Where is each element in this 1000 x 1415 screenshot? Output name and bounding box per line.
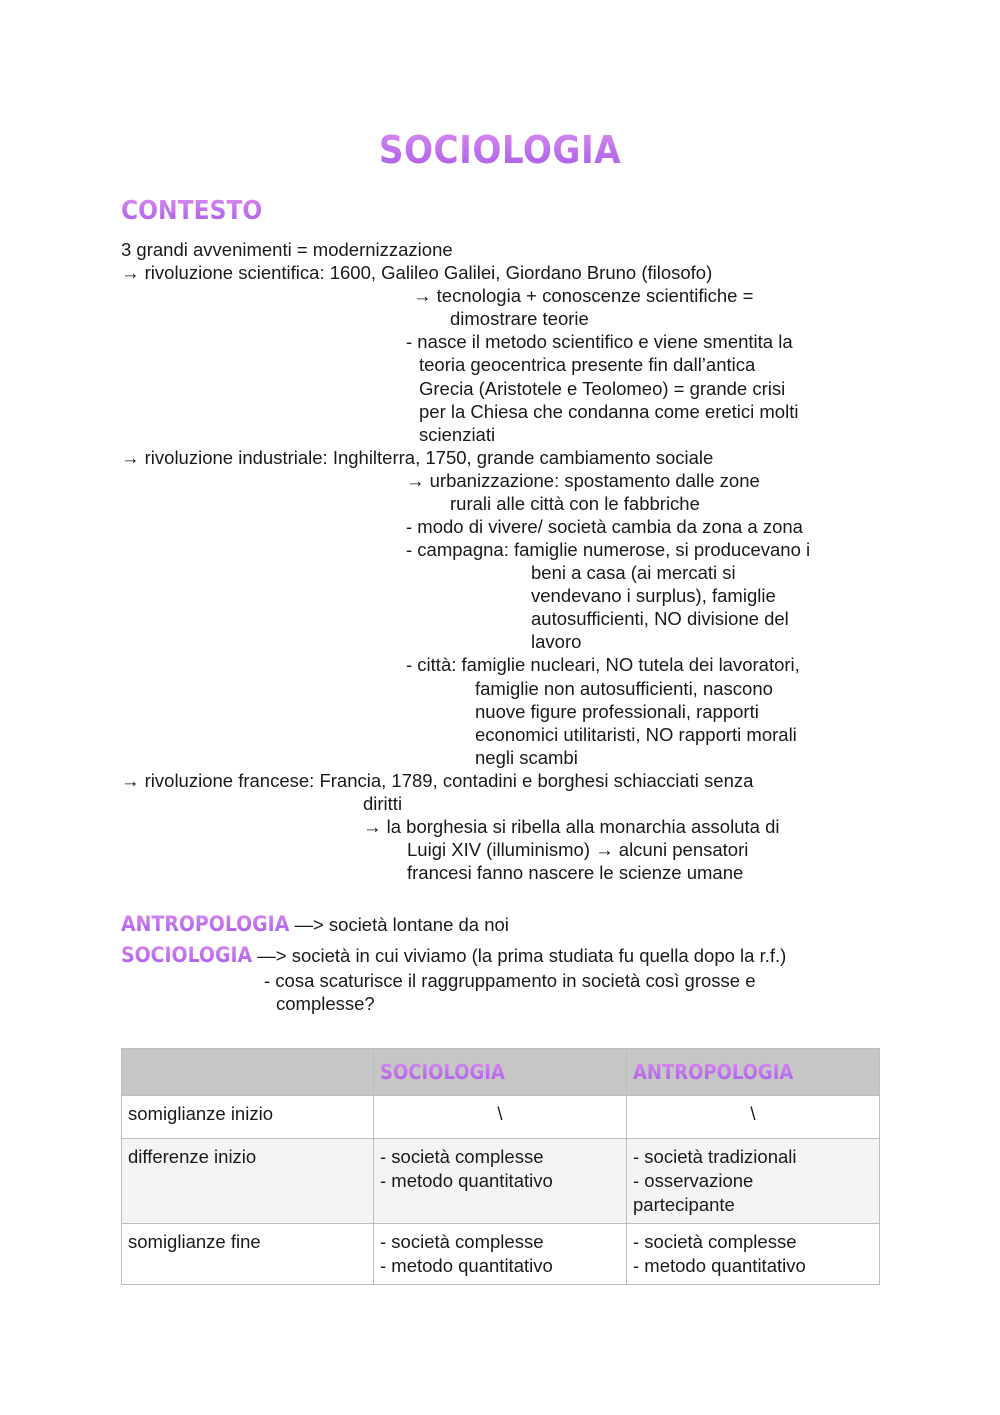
table-cell	[627, 1096, 880, 1139]
text-line: Grecia (Aristotele e Teolomeo) = grande crisi	[419, 378, 786, 399]
text-line: - campagna: famiglie numerose, si producevano i	[406, 539, 811, 560]
text-line: lavoro	[531, 631, 582, 652]
row-label: somiglianze fine	[122, 1224, 374, 1285]
page-title: SOCIOLOGIA	[0, 128, 1000, 172]
cell-text: - metodo quantitativo	[633, 1255, 806, 1276]
text-line: nuove figure professionali, rapporti	[475, 701, 759, 722]
definition-sociologia	[121, 944, 786, 967]
cell-text: - società complesse	[633, 1231, 797, 1252]
definition-text: —> società lontane da noi	[289, 914, 509, 935]
definition-text: —> società in cui viviamo (la prima studiata fu quella dopo la r.f.)	[252, 945, 787, 966]
cell-text: - metodo quantitativo	[380, 1255, 553, 1276]
text-line: autosufficienti, NO divisione del	[531, 608, 789, 629]
cell-text: - metodo quantitativo	[380, 1170, 553, 1191]
cell-text: - società complesse	[380, 1146, 544, 1167]
text-line: → rivoluzione scientifica: 1600, Galileo Galilei, Giordano Bruno (filosofo)	[121, 262, 713, 283]
cell-text: - osservazione	[633, 1170, 754, 1191]
row-label: differenze inizio	[122, 1139, 374, 1224]
cell-text: - società tradizionali	[633, 1146, 797, 1167]
text-line: per la Chiesa che condanna come eretici molti	[419, 401, 799, 422]
table-cell	[627, 1224, 880, 1285]
text-line: dimostrare teorie	[450, 308, 589, 329]
text-line: negli scambi	[475, 747, 578, 768]
text-line: beni a casa (ai mercati si	[531, 562, 736, 583]
table-cell	[374, 1224, 627, 1285]
cell-text: partecipante	[633, 1194, 735, 1215]
table-header-cell	[374, 1049, 627, 1096]
definition-note: - cosa scaturisce il raggruppamento in società così grosse e	[264, 970, 756, 991]
section-heading-contesto: CONTESTO	[121, 196, 263, 226]
cell-text: \	[750, 1103, 756, 1124]
table-cell	[374, 1096, 627, 1139]
text-line: rurali alle città con le fabbriche	[450, 493, 700, 514]
text-line: francesi fanno nascere le scienze umane	[407, 862, 744, 883]
table-row	[122, 1139, 880, 1224]
text-line: vendevano i surplus), famiglie	[531, 585, 776, 606]
text-line: - modo di vivere/ società cambia da zona a zona	[406, 516, 803, 537]
text-line: teoria geocentrica presente fin dall’antica	[419, 354, 756, 375]
cell-text: \	[497, 1103, 503, 1124]
text-line: Luigi XIV (illuminismo) → alcuni pensatori	[407, 839, 749, 860]
text-line: famiglie non autosufficienti, nascono	[475, 678, 773, 699]
text-line: scienziati	[419, 424, 496, 445]
text-line: → rivoluzione francese: Francia, 1789, contadini e borghesi schiacciati senza	[121, 770, 754, 791]
term-antropologia: ANTROPOLOGIA	[121, 912, 290, 936]
text-line: diritti	[363, 793, 403, 814]
text-line: 3 grandi avvenimenti = modernizzazione	[121, 239, 453, 260]
table-row	[122, 1224, 880, 1285]
text-line: → tecnologia + conoscenze scientifiche =	[413, 285, 754, 306]
text-line: - nasce il metodo scientifico e viene smentita la	[406, 331, 793, 352]
term-sociologia: SOCIOLOGIA	[121, 943, 253, 967]
comparison-table	[121, 1048, 880, 1285]
header-antropologia: ANTROPOLOGIA	[633, 1059, 794, 1084]
table-header-row	[122, 1049, 880, 1096]
table-header-cell	[122, 1049, 374, 1096]
text-line: → rivoluzione industriale: Inghilterra, 1750, grande cambiamento sociale	[121, 447, 714, 468]
table-cell	[374, 1139, 627, 1224]
text-line: economici utilitaristi, NO rapporti morali	[475, 724, 797, 745]
text-line: → urbanizzazione: spostamento dalle zone	[406, 470, 760, 491]
cell-text: - società complesse	[380, 1231, 544, 1252]
text-line: → la borghesia si ribella alla monarchia assoluta di	[363, 816, 780, 837]
text-line: - città: famiglie nucleari, NO tutela dei lavoratori,	[406, 654, 800, 675]
table-row	[122, 1096, 880, 1139]
header-sociologia: SOCIOLOGIA	[380, 1059, 505, 1084]
table-cell	[627, 1139, 880, 1224]
definition-note: complesse?	[276, 993, 375, 1014]
table-header-cell	[627, 1049, 880, 1096]
definition-antropologia	[121, 913, 509, 936]
row-label: somiglianze inizio	[122, 1096, 374, 1139]
